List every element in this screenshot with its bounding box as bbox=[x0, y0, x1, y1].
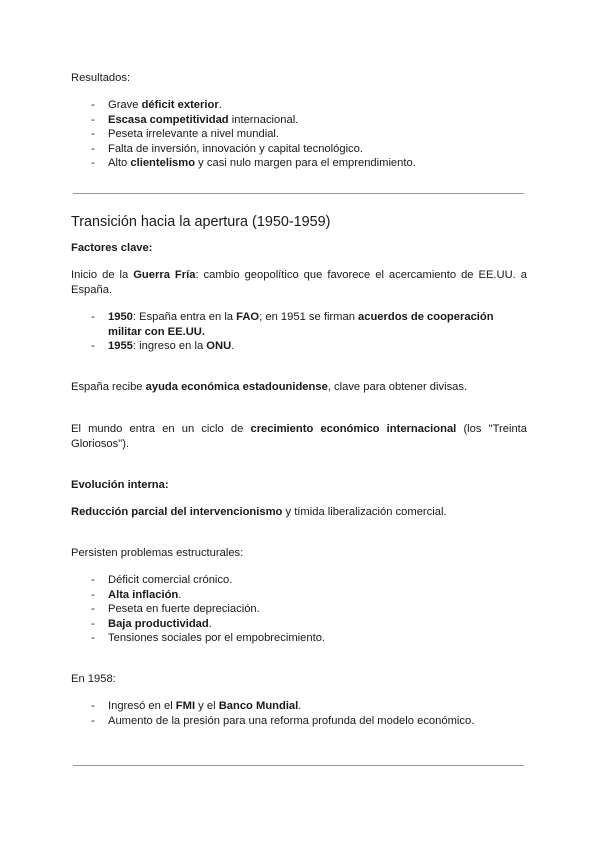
bullet-dash: - bbox=[91, 700, 95, 712]
bold-text: Alta inflación bbox=[108, 588, 179, 601]
list-item: - 1950: España entra en la FAO; en 1951 se firman acuerdos de cooperación militar con EE.UU. bbox=[91, 311, 494, 338]
list-item: - Déficit comercial crónico. bbox=[91, 574, 233, 586]
bold-text: 1955 bbox=[108, 340, 133, 353]
bullet-dash: - bbox=[91, 714, 95, 727]
list-item: - 1955: ingreso en la ONU. bbox=[91, 340, 235, 353]
bold-text: Banco Mundial bbox=[218, 700, 299, 712]
ayuda-paragraph: España recibe ayuda económica estadounidense, clave para obtener divisas. bbox=[71, 381, 468, 393]
bullet-dash: - bbox=[91, 128, 95, 141]
list-item: - Tensiones sociales por el empobrecimiento. bbox=[91, 632, 326, 645]
bold-text: 1950 bbox=[108, 311, 133, 323]
factores-heading: Factores clave: bbox=[71, 242, 153, 254]
resultados-list bbox=[71, 98, 527, 171]
bold-text: FMI bbox=[175, 700, 196, 712]
list-item: - Baja productividad. bbox=[91, 617, 212, 630]
bullet-dash: - bbox=[91, 574, 95, 586]
bullet-dash: - bbox=[91, 99, 95, 111]
bullet-dash: - bbox=[91, 603, 95, 616]
bullet-dash: - bbox=[91, 113, 95, 126]
list-item: - Escasa competitividad internacional. bbox=[91, 113, 299, 126]
list-item: - Aumento de la presión para una reforma profunda del modelo económico. bbox=[91, 714, 475, 727]
bold-text: FAO bbox=[236, 311, 260, 323]
section-divider bbox=[73, 765, 524, 766]
bullet-dash: - bbox=[91, 588, 95, 601]
evolucion-heading: Evolución interna: bbox=[71, 479, 169, 491]
bold-text: ONU bbox=[206, 340, 232, 353]
list-item: - Alto clientelismo y casi nulo margen para el emprendimiento. bbox=[91, 157, 416, 170]
bullet-dash: - bbox=[91, 311, 95, 323]
list-item: - Grave déficit exterior. bbox=[91, 99, 222, 111]
guerra-fria-paragraph: Inicio de la Guerra Fría: cambio geopolítico que favorece el acercamiento de EE.UU. a España. bbox=[71, 269, 527, 296]
bullet-dash: - bbox=[91, 617, 95, 630]
list-item: - Alta inflación. bbox=[91, 588, 182, 601]
section-title: Transición hacia la apertura (1950-1959) bbox=[71, 214, 331, 230]
bold-text: déficit exterior bbox=[141, 99, 219, 111]
reduccion-paragraph: Reducción parcial del intervencionismo y tímida liberalización comercial. bbox=[71, 506, 447, 518]
bold-text: Guerra Fría bbox=[133, 269, 196, 281]
resultados-heading: Resultados: bbox=[71, 72, 131, 84]
list-item: - Peseta irrelevante a nivel mundial. bbox=[91, 128, 280, 141]
bold-text: clientelismo bbox=[130, 157, 196, 170]
items-1958-list bbox=[71, 699, 527, 728]
problemas-list bbox=[71, 573, 527, 646]
section-divider bbox=[73, 193, 524, 194]
bold-text: Baja productividad bbox=[108, 617, 209, 630]
en-1958-paragraph: En 1958: bbox=[71, 673, 116, 685]
list-item: - Peseta en fuerte depreciación. bbox=[91, 603, 260, 616]
crecimiento-paragraph: El mundo entra en un ciclo de crecimiento económico internacional (los "Treinta Gloriosos"). bbox=[71, 423, 528, 450]
factores-list bbox=[71, 310, 527, 354]
bullet-dash: - bbox=[91, 632, 95, 645]
bullet-dash: - bbox=[91, 157, 95, 170]
bold-text: acuerdos de cooperación militar con EE.UU. bbox=[108, 311, 494, 338]
bold-text: Reducción parcial del intervencionismo bbox=[71, 506, 283, 518]
list-item: - Falta de inversión, innovación y capital tecnológico. bbox=[91, 142, 363, 155]
bullet-dash: - bbox=[91, 142, 95, 155]
list-item: - Ingresó en el FMI y el Banco Mundial. bbox=[91, 700, 302, 712]
bold-text: ayuda económica estadounidense bbox=[145, 381, 328, 393]
bold-text: crecimiento económico internacional bbox=[250, 423, 457, 435]
persisten-paragraph: Persisten problemas estructurales: bbox=[71, 547, 244, 559]
bold-text: Escasa competitividad bbox=[108, 113, 229, 126]
bullet-dash: - bbox=[91, 340, 95, 353]
